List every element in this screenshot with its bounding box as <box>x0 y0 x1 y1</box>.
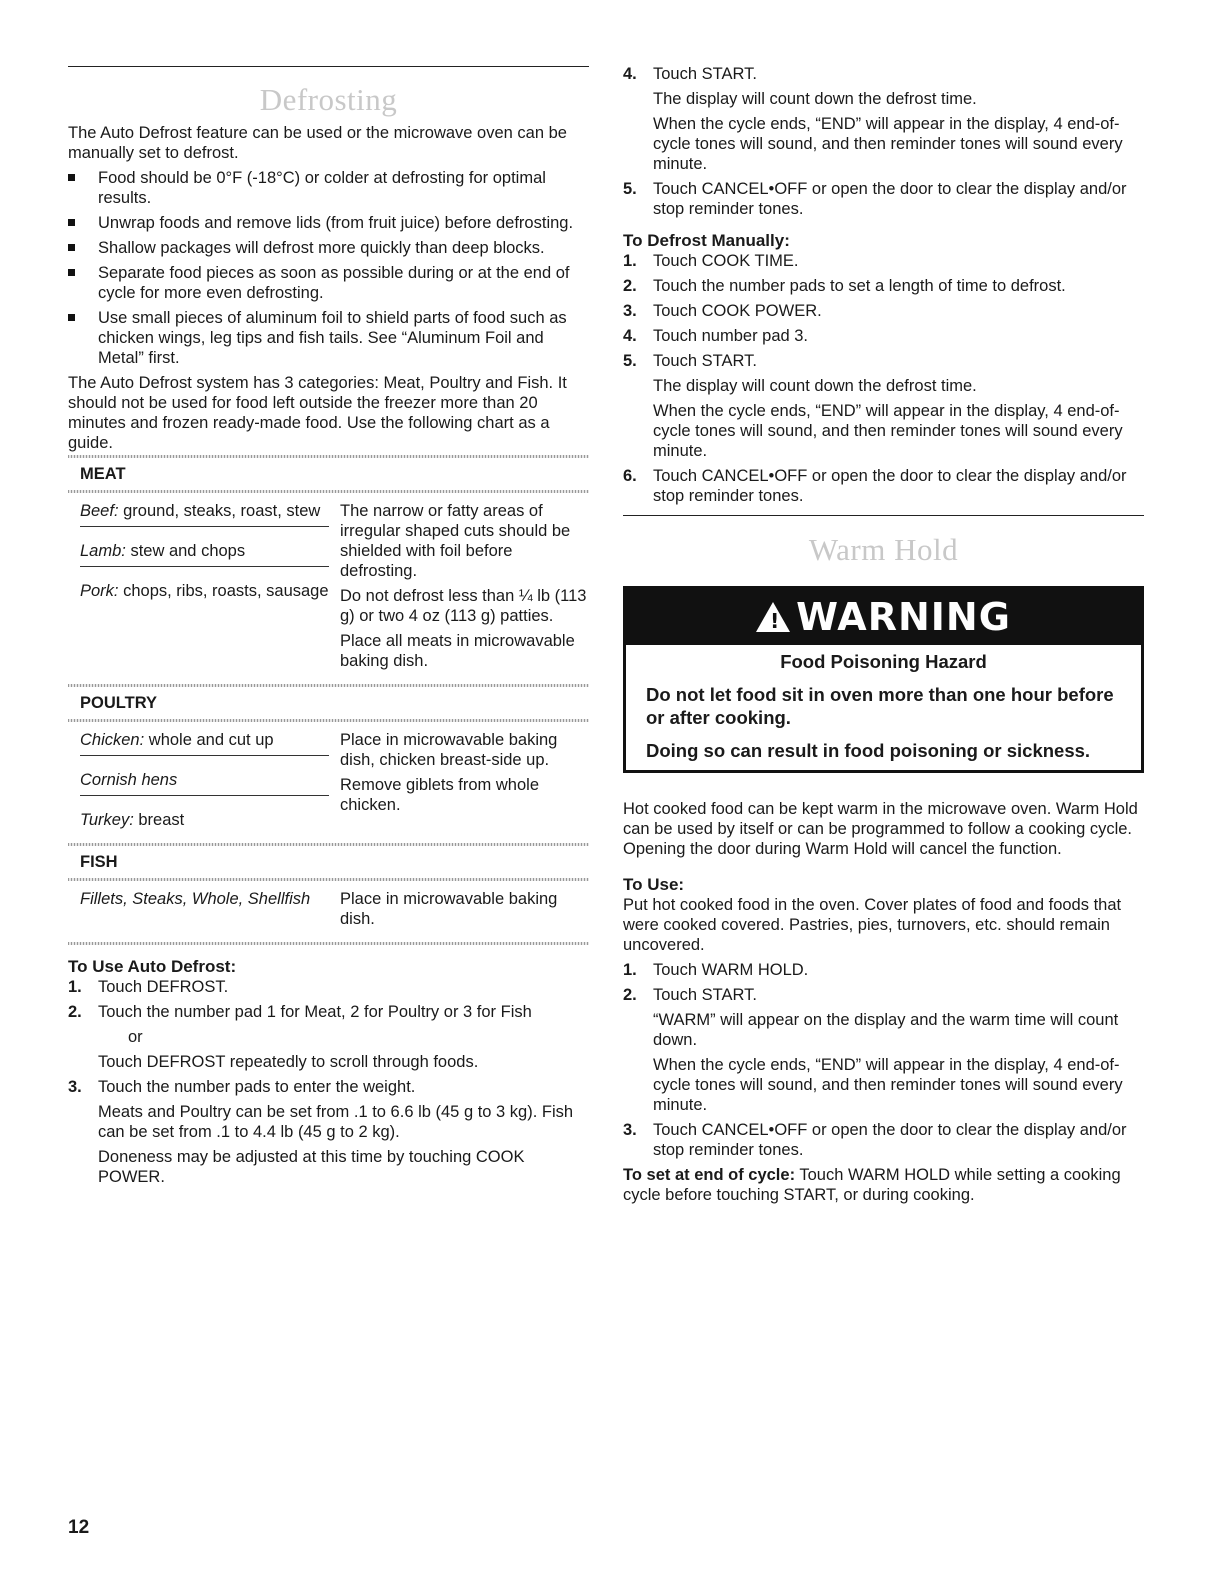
warning-header <box>626 589 1141 645</box>
fish-heading: FISH <box>80 853 118 871</box>
tip-item: Shallow packages will defrost more quickly than deep blocks. <box>68 238 589 258</box>
step-note: The display will count down the defrost time. <box>653 90 977 108</box>
auto-defrost-steps-cont <box>68 1077 589 1187</box>
chart-note: Do not defrost less than ¼ lb (113 g) or two 4 oz (113 g) patties. <box>340 587 587 625</box>
food-item: Lamb: stew and chops <box>80 541 329 567</box>
warm-hold-intro: Hot cooked food can be kept warm in the microwave oven. Warm Hold can be used by itself or can be programmed to follow a cooking cycle. Opening the door during Warm Hold will cancel the function. <box>623 800 1138 858</box>
section-rule <box>623 515 1144 516</box>
poultry-row <box>68 722 589 843</box>
warning-line: Do not let food sit in oven more than one hour before or after cooking. <box>646 684 1114 728</box>
warning-line: Doing so can result in food poisoning or sickness. <box>646 740 1091 761</box>
defrost-intro: The Auto Defrost feature can be used or the microwave oven can be manually set to defrost. <box>68 124 567 162</box>
step-alt: Touch DEFROST repeatedly to scroll through foods. <box>98 1053 479 1071</box>
manual-defrost-heading: To Defrost Manually: <box>623 231 790 250</box>
chart-note: Remove giblets from whole chicken. <box>340 776 539 814</box>
step-item: 1. Touch DEFROST. <box>68 978 229 996</box>
step-item: 3. Touch CANCEL•OFF or open the door to clear the display and/or stop reminder tones. <box>623 1121 1127 1159</box>
warning-word: WARNING <box>796 595 1011 639</box>
food-item: Chicken: whole and cut up <box>80 730 329 756</box>
food-item: Fillets, Steaks, Whole, Shellfish <box>80 890 311 908</box>
defrost-chart <box>68 455 589 945</box>
chart-divider <box>68 942 589 945</box>
food-item: Turkey: breast <box>80 811 185 829</box>
step-item: 3. Touch the number pads to enter the weight. Meats and Poultry can be set from .1 to 6.6 lb (45 g to 3 kg). Fish can be set from .1 to 4.4 lb (45 g to 2 kg). Doneness may be adjusted at this time by touching COOK POWER. <box>68 1077 589 1187</box>
right-column <box>623 0 1144 1205</box>
step-item: 1. Touch WARM HOLD. <box>623 961 809 979</box>
tip-item: Food should be 0°F (-18°C) or colder at defrosting for optimal results. <box>68 168 589 208</box>
step-note: When the cycle ends, “END” will appear in the display, 4 end-of-cycle tones will sound, and then reminder tones will sound every minute. <box>653 115 1123 173</box>
fish-row <box>68 881 589 942</box>
bullet-icon <box>68 244 75 251</box>
page-number: 12 <box>68 1517 90 1538</box>
hazard-title: Food Poisoning Hazard <box>780 651 987 672</box>
food-item: Beef: ground, steaks, roast, stew <box>80 501 329 527</box>
step-note: The display will count down the defrost time. <box>653 377 977 395</box>
bullet-icon <box>68 314 75 321</box>
chart-note: Place all meats in microwavable baking dish. <box>340 632 575 670</box>
categories-intro: The Auto Defrost system has 3 categories: Meat, Poultry and Fish. It should not be used for food left outside the freezer more than 20 minutes and frozen ready-made food. Use the following chart as a guide. <box>68 374 567 452</box>
defrost-tips <box>68 168 589 368</box>
chart-note: Place in microwavable baking dish. <box>340 890 558 928</box>
tip-item: Separate food pieces as soon as possible during or at the end of cycle for more even defrosting. <box>68 263 589 303</box>
warm-hold-title: Warm Hold <box>808 532 959 567</box>
to-use-intro: Put hot cooked food in the oven. Cover plates of food and foods that were cooked covered. Pastries, pies, turnovers, etc. should remain uncovered. <box>623 896 1122 954</box>
food-item: Pork: chops, ribs, roasts, sausage <box>80 582 329 600</box>
end-of-cycle-note: To set at end of cycle: Touch WARM HOLD while setting a cooking cycle before touching START, or during cooking. <box>623 1166 1121 1204</box>
step-item: 5. Touch START. The display will count down the defrost time. When the cycle ends, “END” will appear in the display, 4 end-of-cycle tones will sound, and then reminder tones will sound every minute. <box>623 351 1144 461</box>
step-item: 6. Touch CANCEL•OFF or open the door to clear the display and/or stop reminder tones. <box>623 467 1127 505</box>
manual-defrost-steps <box>623 251 1144 506</box>
section-rule <box>68 66 589 67</box>
meat-row <box>68 493 589 684</box>
step-item: 2. Touch the number pad 1 for Meat, 2 for Poultry or 3 for Fish <box>68 1003 532 1021</box>
step-note: Doneness may be adjusted at this time by touching COOK POWER. <box>98 1148 525 1186</box>
step-item: 1. Touch COOK TIME. <box>623 252 799 270</box>
tip-item: Unwrap foods and remove lids (from fruit juice) before defrosting. <box>68 213 589 233</box>
chart-note: The narrow or fatty areas of irregular shaped cuts should be shielded with foil before defrosting. <box>340 502 571 580</box>
to-use-heading: To Use: <box>623 875 685 894</box>
bullet-icon <box>68 219 75 226</box>
meat-heading: MEAT <box>80 465 126 483</box>
tip-item: Use small pieces of aluminum foil to shield parts of food such as chicken wings, leg tips and fish tails. See “Aluminum Foil and Metal” first. <box>68 308 589 368</box>
or-text: or <box>128 1028 143 1046</box>
step-item: 2. Touch the number pads to set a length of time to defrost. <box>623 277 1066 295</box>
bullet-icon <box>68 174 75 181</box>
poultry-heading: POULTRY <box>80 694 157 712</box>
food-item: Cornish hens <box>80 770 329 796</box>
step-note: Meats and Poultry can be set from .1 to 6.6 lb (45 g to 3 kg). Fish can be set from .1 to 4.4 lb (45 g to 2 kg). <box>98 1103 574 1141</box>
step-item: 5. Touch CANCEL•OFF or open the door to clear the display and/or stop reminder tones. <box>623 180 1127 218</box>
step-item: 3. Touch COOK POWER. <box>623 302 822 320</box>
chart-note: Place in microwavable baking dish, chicken breast-side up. <box>340 731 558 769</box>
step-note: When the cycle ends, “END” will appear in the display, 4 end-of-cycle tones will sound, and then reminder tones will sound every minute. <box>653 1056 1123 1114</box>
step-note: When the cycle ends, “END” will appear in the display, 4 end-of-cycle tones will sound, and then reminder tones will sound every minute. <box>653 402 1123 460</box>
bullet-icon <box>68 269 75 276</box>
auto-defrost-steps-end <box>623 64 1144 219</box>
warning-box <box>623 586 1144 773</box>
left-column <box>68 0 589 1187</box>
auto-defrost-heading: To Use Auto Defrost: <box>68 957 237 976</box>
auto-defrost-steps <box>68 977 589 1022</box>
step-item: 2. Touch START. “WARM” will appear on the display and the warm time will count down. When the cycle ends, “END” will appear in the display, 4 end-of-cycle tones will sound, and then reminder tones will sound every minute. <box>623 985 1144 1115</box>
defrosting-title: Defrosting <box>259 82 398 117</box>
warning-triangle-icon: ! <box>756 602 790 632</box>
step-note: “WARM” will appear on the display and the warm time will count down. <box>653 1011 1119 1049</box>
step-item: 4. Touch START. The display will count down the defrost time. When the cycle ends, “END” will appear in the display, 4 end-of-cycle tones will sound, and then reminder tones will sound every minute. <box>623 64 1144 174</box>
step-item: 4. Touch number pad 3. <box>623 327 809 345</box>
warm-hold-steps <box>623 960 1144 1160</box>
